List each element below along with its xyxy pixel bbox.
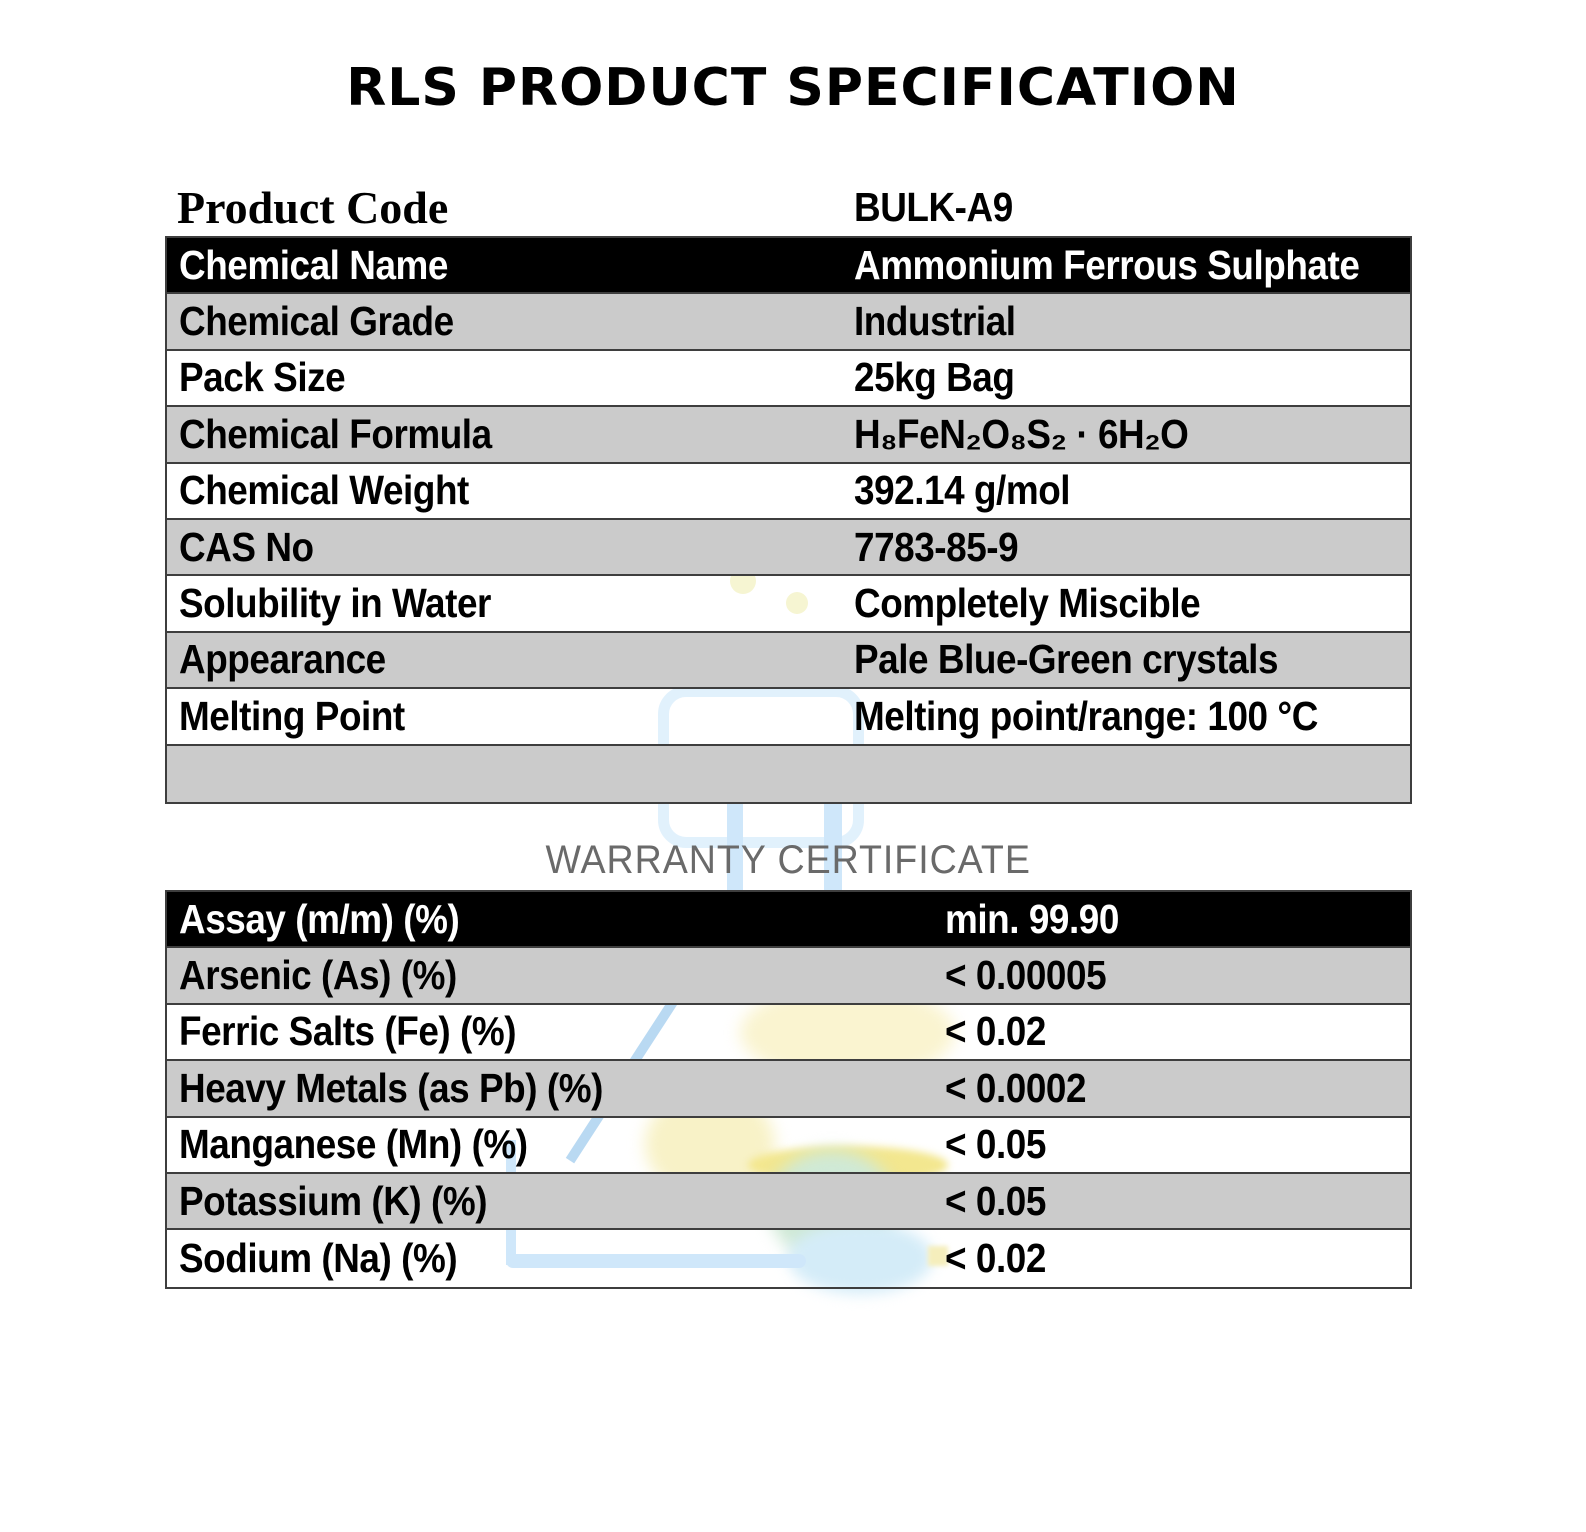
row-value [937, 1178, 1410, 1225]
product-code-value [846, 184, 1412, 231]
row-label-text: Heavy Metals (as Pb) (%) [179, 1064, 603, 1111]
row-value-text: < 0.05 [945, 1177, 1046, 1224]
row-label [167, 1235, 937, 1282]
row-label [167, 580, 846, 627]
table-row-heavy-metals [167, 1061, 1410, 1117]
row-value-text: 25kg Bag [854, 354, 1015, 401]
row-value [846, 580, 1410, 627]
row-value [846, 524, 1410, 571]
table-row-appearance [167, 633, 1410, 689]
table-row-arsenic [167, 948, 1410, 1004]
table-row-ferric-salts [167, 1005, 1410, 1061]
row-label [167, 636, 846, 683]
row-label [167, 1008, 937, 1055]
table-row-pack-size [167, 351, 1410, 407]
row-value [937, 952, 1410, 999]
row-label [167, 524, 846, 571]
row-value-text: Melting point/range: 100 °C [854, 692, 1318, 739]
row-value-text: < 0.02 [945, 1008, 1046, 1055]
warranty-heading-text: WARRANTY CERTIFICATE [545, 838, 1032, 882]
row-label-text: Chemical Formula [179, 410, 492, 457]
row-label-text: Arsenic (As) (%) [179, 952, 457, 999]
row-value [846, 354, 1410, 401]
row-label [167, 750, 846, 797]
row-value [937, 1121, 1410, 1168]
row-label-text: Melting Point [179, 692, 405, 739]
row-value [846, 693, 1410, 740]
row-label-text: Manganese (Mn) (%) [179, 1121, 528, 1168]
row-label-text: Assay (m/m) (%) [179, 895, 460, 942]
product-code-label: Product Code [177, 181, 449, 233]
table-row-cas-no [167, 520, 1410, 576]
row-value-text: < 0.00005 [945, 952, 1107, 999]
row-value-text: Ammonium Ferrous Sulphate [854, 241, 1360, 288]
warranty-heading [165, 838, 1412, 883]
table-row-solubility [167, 576, 1410, 632]
row-label [167, 467, 846, 514]
table-row-assay [167, 892, 1410, 948]
table-row-chemical-formula [167, 407, 1410, 463]
row-label-text: CAS No [179, 523, 314, 570]
row-value [846, 242, 1410, 289]
row-label-text: Chemical Grade [179, 298, 454, 345]
row-value [937, 1065, 1410, 1112]
table-row-melting-point [167, 689, 1410, 745]
row-value-text: H₈FeN₂O₈S₂ · 6H₂O [854, 410, 1189, 457]
warranty-table [165, 890, 1412, 1289]
table-row-manganese [167, 1118, 1410, 1174]
page-title: RLS PRODUCT SPECIFICATION [346, 58, 1240, 118]
row-value [846, 467, 1410, 514]
table-row-chemical-grade [167, 294, 1410, 350]
row-label [167, 354, 846, 401]
spec-table [165, 236, 1412, 804]
table-row-chemical-weight [167, 464, 1410, 520]
row-value-text: 7783-85-9 [854, 523, 1019, 570]
row-value-text: Completely Miscible [854, 580, 1201, 627]
row-label [167, 298, 846, 345]
row-value-text: 392.14 g/mol [854, 467, 1071, 514]
row-label [167, 693, 846, 740]
row-value-text: min. 99.90 [945, 895, 1119, 942]
table-row-chemical-name [167, 238, 1410, 294]
row-label-text: Chemical Name [179, 241, 448, 288]
row-label-text: Potassium (K) (%) [179, 1177, 488, 1224]
row-label [167, 411, 846, 458]
row-label-text: Ferric Salts (Fe) (%) [179, 1008, 517, 1055]
row-value-text: < 0.02 [945, 1235, 1046, 1282]
table-row-empty [167, 746, 1410, 802]
row-label [167, 1121, 937, 1168]
row-label-text: Chemical Weight [179, 467, 469, 514]
row-label-text: Solubility in Water [179, 580, 491, 627]
row-label-text: Pack Size [179, 354, 346, 401]
row-value [846, 298, 1410, 345]
row-value [846, 750, 1410, 797]
row-label [167, 1065, 937, 1112]
row-value-text: < 0.05 [945, 1121, 1046, 1168]
row-label [167, 1178, 937, 1225]
row-value [937, 1008, 1410, 1055]
row-label-text: Sodium (Na) (%) [179, 1235, 458, 1282]
row-label [167, 952, 937, 999]
row-value [846, 636, 1410, 683]
row-value [937, 1235, 1410, 1282]
row-label [167, 242, 846, 289]
product-code-row [165, 178, 1412, 236]
table-row-potassium [167, 1174, 1410, 1230]
row-value [846, 411, 1410, 458]
row-label [167, 896, 937, 943]
product-code-value-text: BULK-A9 [854, 183, 1013, 230]
row-value-text: < 0.0002 [945, 1064, 1087, 1111]
row-value-text: Industrial [854, 298, 1016, 345]
row-value [937, 896, 1410, 943]
row-value-text: Pale Blue-Green crystals [854, 636, 1279, 683]
table-row-sodium [167, 1230, 1410, 1286]
row-label-text: Appearance [179, 636, 386, 683]
